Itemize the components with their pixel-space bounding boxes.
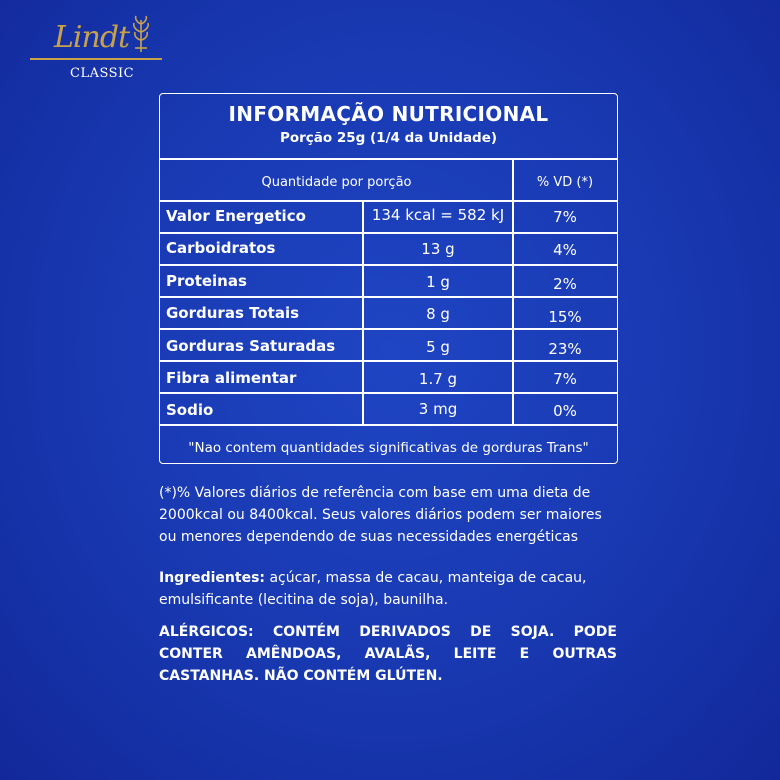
- brand-logo: [30, 12, 170, 82]
- nutrient-quantity: 1.7 g: [418, 370, 458, 388]
- nutrient-quantity: 3 mg: [418, 400, 458, 418]
- nutrient-quantity: 8 g: [426, 305, 450, 323]
- table-title: INFORMAÇÃO NUTRICIONAL: [228, 102, 549, 126]
- row-divider: [160, 424, 617, 426]
- table-subtitle: Porção 25g (1/4 da Unidade): [279, 130, 498, 146]
- nutrient-vd: 4%: [553, 241, 577, 259]
- nutrient-vd: 2%: [553, 275, 577, 293]
- nutrient-name: Sodio: [166, 401, 214, 419]
- nutrient-name: Fibra alimentar: [166, 369, 297, 387]
- row-divider: [160, 296, 617, 298]
- row-divider: [160, 264, 617, 266]
- nutrient-name: Proteinas: [166, 272, 247, 290]
- nutrient-vd: 0%: [553, 402, 577, 420]
- ingredients-label: Ingredientes:: [159, 570, 265, 586]
- nutrition-table: [159, 93, 618, 464]
- allergens-block: [159, 621, 617, 687]
- row-divider: [160, 360, 617, 362]
- nutrient-name: Gorduras Totais: [166, 304, 300, 322]
- nutrient-quantity: 1 g: [426, 273, 450, 291]
- nutrient-quantity: 134 kcal = 582 kJ: [371, 206, 505, 224]
- row-divider: [160, 392, 617, 394]
- wheat-emblem-icon: [130, 14, 152, 54]
- vd-header: % VD (*): [536, 175, 594, 190]
- logo-divider: [30, 58, 162, 60]
- row-divider: [160, 328, 617, 330]
- quantity-header: Quantidade por porção: [261, 175, 412, 190]
- logo-wordmark: Lindt: [54, 20, 130, 55]
- nutrient-vd: 15%: [548, 308, 582, 326]
- row-divider: [160, 200, 617, 202]
- nutrient-vd: 7%: [553, 208, 577, 226]
- nutrient-name: Valor Energetico: [166, 207, 306, 225]
- note-line: 2000kcal ou 8400kcal. Seus valores diários podem ser maiores: [159, 507, 602, 523]
- note-line: ou menores dependendo de suas necessidades energéticas: [159, 529, 579, 545]
- allergens-line: CASTANHAS. NÃO CONTÉM GLÚTEN.: [159, 668, 443, 684]
- ingredients-text: açúcar, massa de cacau, manteiga de cacau,: [265, 570, 587, 586]
- trans-fat-footnote: "Nao contem quantidades significativas de gorduras Trans": [188, 440, 589, 456]
- row-divider: [160, 232, 617, 234]
- note-line: (*)% Valores diários de referência com base em uma dieta de: [159, 485, 591, 501]
- daily-value-note: [159, 482, 617, 548]
- nutrient-vd: 23%: [548, 340, 582, 358]
- nutrient-vd: 7%: [553, 370, 577, 388]
- logo-sub-label: CLASSIC: [70, 66, 135, 81]
- allergens-line: ALÉRGICOS: CONTÉM DERIVADOS DE SOJA. PODE: [159, 624, 617, 640]
- nutrient-name: Gorduras Saturadas: [166, 337, 336, 355]
- header-divider: [160, 158, 617, 160]
- nutrient-quantity: 5 g: [426, 338, 450, 356]
- ingredients-line: [159, 567, 617, 589]
- nutrient-name: Carboidratos: [166, 239, 276, 257]
- nutrient-quantity: 13 g: [421, 240, 455, 258]
- allergens-line: CONTER AMÊNDOAS, AVALÃS, LEITE E OUTRAS: [159, 646, 617, 662]
- ingredients-line: emulsificante (lecitina de soja), baunilha.: [159, 592, 449, 608]
- ingredients-block: [159, 567, 617, 611]
